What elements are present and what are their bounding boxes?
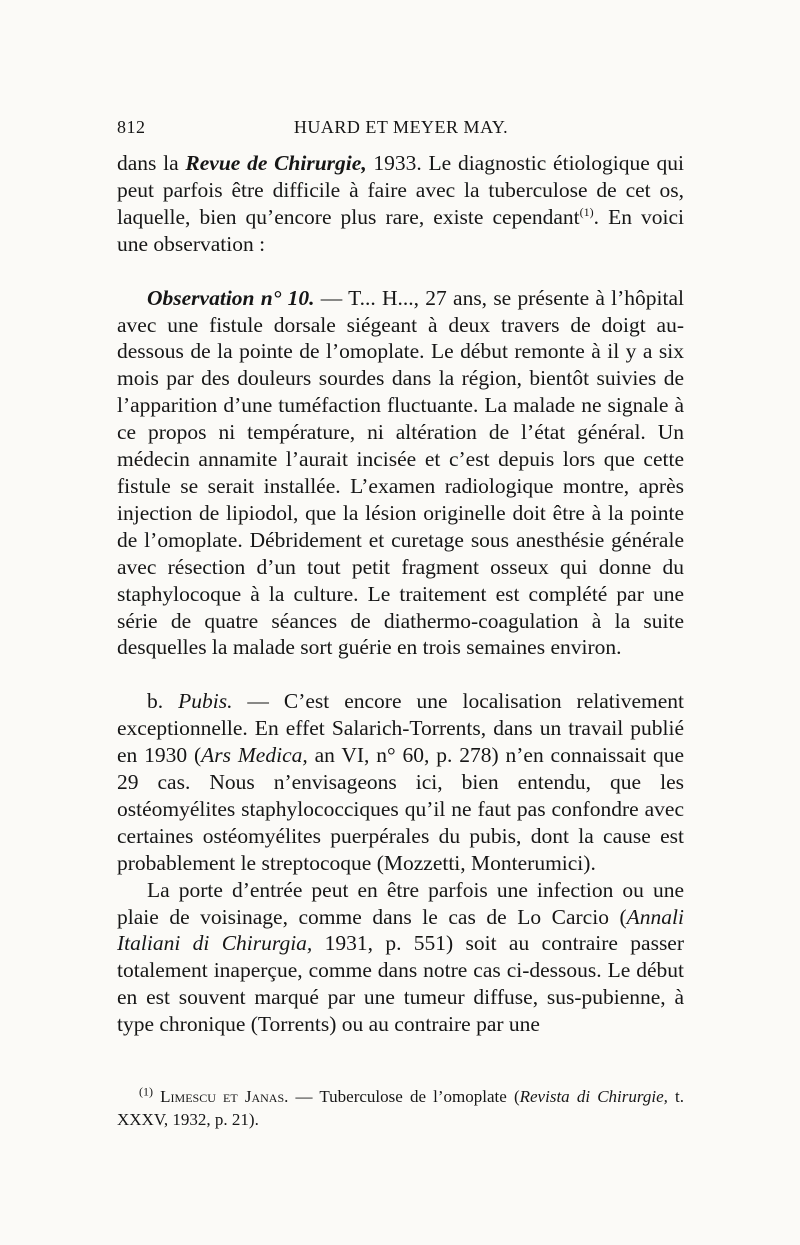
footnote-authors: Limescu et Janas. xyxy=(153,1087,289,1106)
journal-title: Revue de Chirurgie, xyxy=(185,151,367,175)
journal-title: Ars Medica, xyxy=(201,743,308,768)
porte-paragraph xyxy=(117,877,684,1038)
porte-text-2: 1931, p. 551) soit au contraire passer totalement inaperçue, comme dans notre cas ci-dessous. Le début en est souvent marqué par une tumeur diffuse, sus-pubienne, à type chronique (Torrents) ou au contraire par une xyxy=(117,931,685,1037)
footnote-text-1: — Tuberculose de l’omoplate ( xyxy=(288,1087,520,1106)
observation-label: Observation n° 10. xyxy=(147,285,315,310)
porte-text-1: La porte d’entrée peut en être parfois une infection ou une plaie de voisinage, comme dans le cas de Lo Carcio ( xyxy=(117,877,684,929)
journal-title: Revista di Chirurgie, xyxy=(519,1087,668,1106)
observation-paragraph xyxy=(117,285,684,662)
page-number: 812 xyxy=(117,117,146,137)
section-title: Pubis. xyxy=(178,689,233,714)
footnotes xyxy=(117,1085,684,1131)
footnote-ref: (1) xyxy=(579,204,594,219)
journal-title: Annali Italiani di Chirurgia, xyxy=(117,904,684,956)
running-title: HUARD ET MEYER MAY. xyxy=(293,117,509,137)
spacer xyxy=(117,258,684,285)
footnote xyxy=(117,1085,684,1131)
pubis-paragraph xyxy=(117,688,684,876)
intro-text-1: dans la xyxy=(117,151,186,175)
spacer xyxy=(117,661,684,688)
body-text xyxy=(117,150,684,1038)
intro-text-3: . En voici une observation : xyxy=(117,204,684,256)
intro-text-2: 1933. Le diagnostic étiologique qui peut parfois être difficile à faire avec la tuberculose de cet os, laquelle, bien qu’encore plus rare, existe cependant xyxy=(117,151,684,229)
pubis-text-2: an VI, n° 60, p. 278) n’en connaissait que 29 cas. Nous n’envisageons ici, bien entendu, que les ostéomyélites staphylococciques qu’il ne faut pas confondre avec certaines ostéomyélites puerpérales du pubis, dont la cause est probablement le streptocoque (Mozzetti, Monterumici). xyxy=(117,743,684,875)
section-letter: b. xyxy=(147,689,179,714)
footnote-marker: (1) xyxy=(139,1084,153,1099)
footnote-text-2: t. XXXV, 1932, p. 21). xyxy=(117,1087,685,1129)
pubis-text-1: — C’est encore une localisation relativement exceptionnelle. En effet Salarich-Torrents, dans un travail publié en 1930 ( xyxy=(117,689,684,768)
observation-text: — T... H..., 27 ans, se présente à l’hôpital avec une fistule dorsale siégeant à deux travers de doigt au-dessous de la pointe de l’omoplate. Le début remonte à il y a six mois par des douleurs sourdes dans la région, bientôt suivies de l’apparition d’une tuméfaction fluctuante. La malade ne signale à ce propos ni température, ni altération de l’état général. Un médecin annamite l’aurait incisée et c’est depuis lors que cette fistule se serait installée. L’examen radiologique montre, après injection de lipiodol, que la lésion originelle doit être à la pointe de l’omoplate. Débridement et curetage sous anesthésie générale avec résection d’un tout petit fragment osseux qui donne du staphylocoque à la culture. Le traitement est complété par une série de quatre séances de diathermo-coagulation à la suite desquelles la malade sort guérie en trois semaines environ. xyxy=(117,285,685,660)
page-header xyxy=(117,117,685,143)
intro-paragraph xyxy=(117,150,684,258)
